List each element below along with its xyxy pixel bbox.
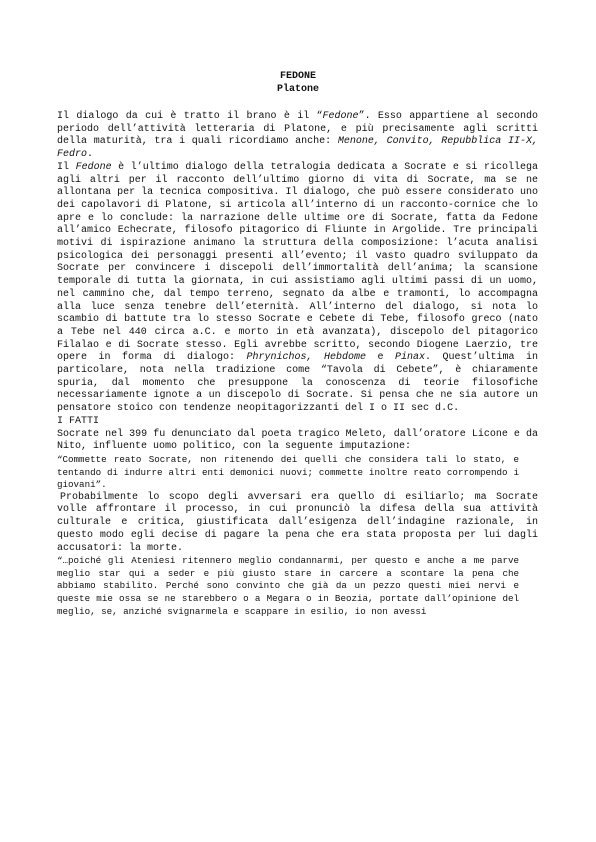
fedone-text-3: e [365,352,395,364]
quote-socrate: “…poiché gli Ateniesi ritennero meglio condannarmi, per questo e anche a me parve meglio star qui a seder e più giusto stare in carcere a scontare la pena che abbiamo stabilito. Perché sono convinto che già da un pezzo questi miei nervi e queste mie ossa se ne starebbero o a Megara o in Beozia, portate dall’opinione del meglio, se, anziché svignarmela e scappare in esilio, io non avessi [57,555,519,617]
intro-text-2: ”. Esso appartiene al secondo periodo dell’attività letteraria di Platone, e più precisamente agli scritti della maturità, tra i quali ricordiamo anche: [57,111,538,148]
paragraph-fedone [57,162,538,416]
document-author: Platone [276,84,319,95]
fedone-text-1: Il [57,161,76,173]
section-heading-fatti: I FATTI [57,415,100,427]
fedone-text-4: . Quest’ultima in particolare, nota nella tradizione come “Tavola di Cebete”, è chiaramente spuria, dal momento che presuppone la conoscenza di teorie filosofiche necessariamente ignote a un discepolo di Socrate. Si pensa che ne sia autore un pensatore stoico con tendenze neopitagorizzanti del I o II sec d.C. [57,352,538,415]
intro-text-3: . [87,149,94,161]
fedone-title: Fedone [75,161,112,173]
work-pinax: Pinax [394,352,425,364]
paragraph-intro [57,111,538,162]
intro-works-list: Menone, Convito, Repubblica II-X, Fedro [57,136,538,161]
title-block [0,70,596,96]
fedone-text-2: è l’ultimo dialogo della tetralogia dedicata a Socrate e si ricollega agli altri per il racconto dell’ultimo giorno di vita di Socrate, ma se ne allontana per la tecnica compositiva. Il dialogo, che può essere considerato uno dei capolavori di Platone, si articola all’interno di un racconto-cornice che lo apre e lo conclude: la narrazione delle ultime ore di Socrate, fatta da Fedone all’amico Echecrate, filosofo pitagorico di Fliunte in Argolide. Tre principali motivi di ispirazione animano la struttura della composizione: l’acuta analisi psicologica dei personaggi presenti all’evento; il vasto quadro sviluppato da Socrate per convincere i discepoli dell’immortalità dell’anima; la scansione temporale di tutta la giornata, in cui assistiamo agli ultimi passi di un uomo, nel cammino che, dal tempo terreno, segnato da albe e tramonti, lo accompagna alla luce senza tenebre dell’eternità. All’interno del dialogo, si nota lo scambio di battute tra lo stesso Socrate e Cebete di Tebe, filosofo greco (nato a Tebe nel 440 circa a.C. e morto in età avanzata), discepolo del pitagorico Filalao e di Socrate stesso. Egli avrebbe scritto, secondo Diogene Laerzio, tre opere in forma di dialogo: [57,161,538,364]
document-title: FEDONE [279,71,316,82]
intro-title-fedone: Fedone [322,111,359,122]
document-body [57,111,538,618]
paragraph-processo: Probabilmente lo scopo degli avversari era quello di esiliarlo; ma Socrate volle affrontare il processo, in cui pronunciò la difesa della sua attività culturale e critica, giustificata dall’esigenza dell’indagine razionale, in questo modo egli decise di pagare la pena che era stata proposta per lui dagli accusatori: la morte. [57,491,538,554]
works-phrynichos-hebdome: Phrynichos, Hebdome [246,352,366,364]
paragraph-denuncia: Socrate nel 399 fu denunciato dal poeta tragico Meleto, dall’oratore Licone e da Nito, influente uomo politico, con la seguente imputazione: [57,428,538,453]
intro-text-1: Il dialogo da cui è tratto il brano è il “ [57,111,323,122]
quote-imputazione: “Commette reato Socrate, non ritenendo dei quelli che considera tali lo stato, e tentando di indurre altri enti demonici nuovi; commette inoltre reato corrompendo i giovani”. [57,453,519,491]
